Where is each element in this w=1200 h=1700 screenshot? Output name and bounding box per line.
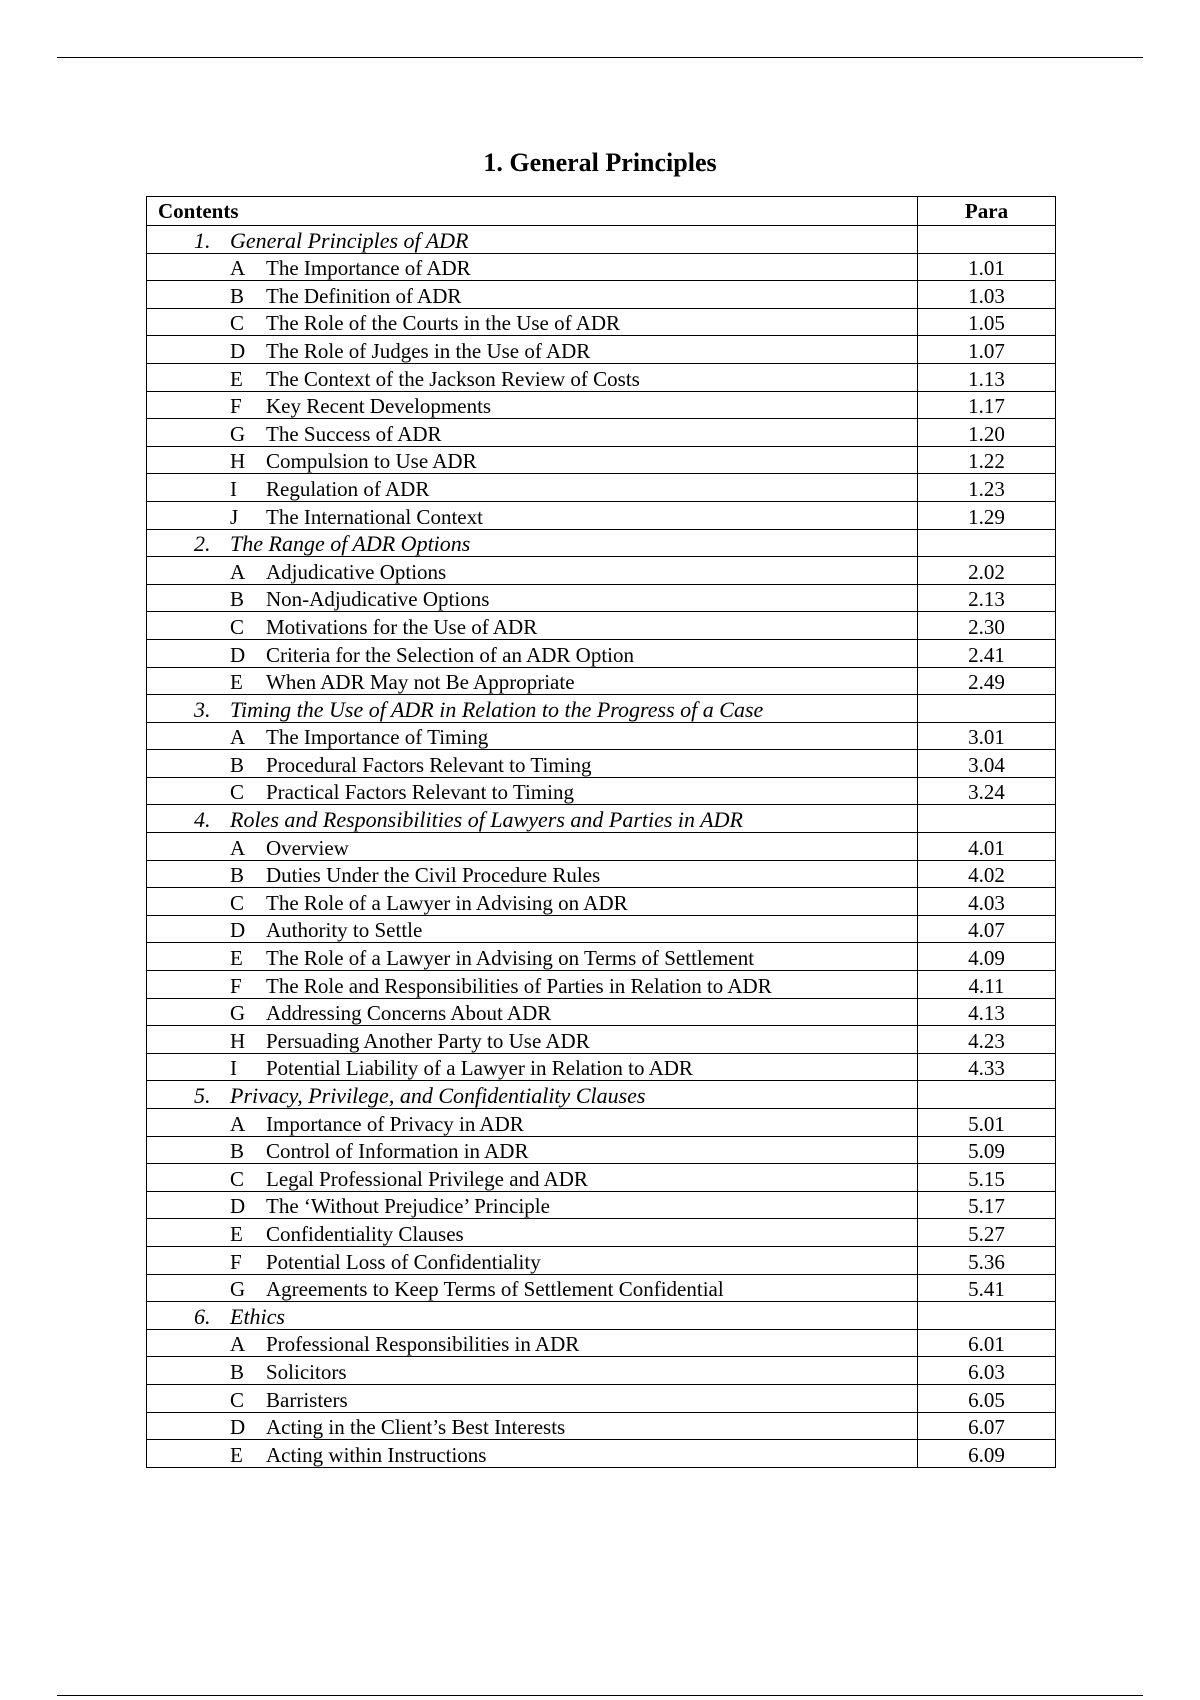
section-para: 4.33 [918, 1053, 1056, 1081]
section-letter: E [230, 366, 243, 391]
section-title-cell [147, 639, 918, 667]
section-row[interactable] [147, 915, 1056, 943]
section-letter: A [230, 559, 246, 584]
section-letter: E [230, 1221, 243, 1246]
section-para: 4.01 [918, 833, 1056, 861]
section-letter: J [230, 504, 239, 529]
section-para: 1.22 [918, 446, 1056, 474]
chapter-number: 4. [194, 807, 211, 833]
section-para: 1.29 [918, 501, 1056, 529]
section-row[interactable] [147, 888, 1056, 916]
section-title-cell [147, 308, 918, 336]
section-row[interactable] [147, 1026, 1056, 1054]
section-para: 5.01 [918, 1109, 1056, 1137]
section-para: 6.07 [918, 1412, 1056, 1440]
chapter-number: 2. [194, 531, 211, 557]
section-title-cell [147, 1274, 918, 1302]
section-row[interactable] [147, 419, 1056, 447]
section-row[interactable] [147, 446, 1056, 474]
section-title[interactable]: Acting in the Client’s Best Interests [266, 1415, 566, 1440]
chapter-para-cell [918, 226, 1056, 254]
section-letter: B [230, 752, 245, 777]
chapter-number: 1. [194, 227, 211, 253]
chapter-title-cell [147, 1081, 918, 1109]
section-title-cell [147, 253, 918, 281]
chapter-title-cell [147, 805, 918, 833]
section-title-cell [147, 1246, 918, 1274]
section-title[interactable]: The Definition of ADR [266, 283, 462, 308]
section-para: 2.49 [918, 667, 1056, 695]
section-row[interactable] [147, 1412, 1056, 1440]
section-letter: H [230, 1028, 246, 1053]
chapter-row[interactable] [147, 226, 1056, 254]
section-title-cell [147, 971, 918, 999]
page-title: 1. General Principles [483, 148, 717, 177]
section-row[interactable] [147, 1440, 1056, 1468]
section-para: 4.11 [918, 971, 1056, 999]
section-title-cell [147, 1026, 918, 1054]
section-para: 1.07 [918, 336, 1056, 364]
section-para: 2.30 [918, 612, 1056, 640]
section-title[interactable]: Procedural Factors Relevant to Timing [266, 752, 592, 777]
section-letter: A [230, 725, 246, 750]
section-para: 4.03 [918, 888, 1056, 916]
table-header-row [147, 197, 1056, 226]
section-letter: F [230, 973, 242, 998]
section-title-cell [147, 860, 918, 888]
section-row[interactable] [147, 971, 1056, 999]
section-row[interactable] [147, 363, 1056, 391]
section-letter: F [230, 394, 242, 419]
chapter-title[interactable]: The Range of ADR Options [230, 531, 471, 557]
section-letter: E [230, 670, 243, 695]
chapter-row[interactable] [147, 695, 1056, 723]
section-row[interactable] [147, 777, 1056, 805]
section-row[interactable] [147, 1191, 1056, 1219]
section-title[interactable]: Control of Information in ADR [266, 1139, 529, 1164]
section-title-cell [147, 998, 918, 1026]
section-row[interactable] [147, 501, 1056, 529]
chapter-title[interactable]: Timing the Use of ADR in Relation to the Progress of a Case [230, 696, 764, 722]
section-para: 6.05 [918, 1384, 1056, 1412]
section-row[interactable] [147, 1246, 1056, 1274]
section-title[interactable]: The ‘Without Prejudice’ Principle [266, 1194, 550, 1219]
section-title-cell [147, 1109, 918, 1137]
section-para: 5.36 [918, 1246, 1056, 1274]
section-row[interactable] [147, 584, 1056, 612]
section-para: 2.02 [918, 557, 1056, 585]
section-row[interactable] [147, 750, 1056, 778]
section-title[interactable]: The Role of Judges in the Use of ADR [266, 338, 591, 363]
section-row[interactable] [147, 391, 1056, 419]
section-title[interactable]: Agreements to Keep Terms of Settlement Confidential [266, 1277, 724, 1302]
section-para: 4.13 [918, 998, 1056, 1026]
section-title-cell [147, 391, 918, 419]
section-title[interactable]: The Importance of Timing [266, 725, 489, 750]
section-title-cell [147, 915, 918, 943]
section-row[interactable] [147, 1136, 1056, 1164]
contents-table [146, 196, 1056, 1468]
section-letter: C [230, 1387, 245, 1412]
section-title[interactable]: Duties Under the Civil Procedure Rules [266, 863, 601, 888]
section-letter: G [230, 1001, 246, 1026]
section-title[interactable]: Potential Loss of Confidentiality [266, 1249, 541, 1274]
section-title[interactable]: Potential Liability of a Lawyer in Relation to ADR [266, 1056, 693, 1081]
section-title-cell [147, 419, 918, 447]
chapter-number: 5. [194, 1083, 211, 1108]
chapter-number: 3. [194, 696, 211, 722]
section-para: 6.01 [918, 1329, 1056, 1357]
chapter-title-cell [147, 226, 918, 254]
section-title[interactable]: The Context of the Jackson Review of Costs [266, 366, 640, 391]
section-row[interactable] [147, 639, 1056, 667]
section-letter: D [230, 1415, 246, 1440]
section-title-cell [147, 1384, 918, 1412]
section-title-cell [147, 777, 918, 805]
chapter-number: 6. [194, 1303, 211, 1329]
section-para: 1.13 [918, 363, 1056, 391]
chapter-title-cell [147, 529, 918, 557]
section-para: 1.20 [918, 419, 1056, 447]
section-letter: A [230, 1111, 246, 1136]
chapter-para-cell [918, 529, 1056, 557]
section-title-cell [147, 474, 918, 502]
chapter-title[interactable]: Roles and Responsibilities of Lawyers and Parties in ADR [230, 807, 743, 833]
section-title[interactable]: The Importance of ADR [266, 256, 471, 281]
section-title[interactable]: Persuading Another Party to Use ADR [266, 1028, 590, 1053]
section-title[interactable]: Barristers [266, 1387, 348, 1412]
section-letter: D [230, 642, 246, 667]
section-row[interactable] [147, 281, 1056, 309]
section-para: 1.01 [918, 253, 1056, 281]
section-title[interactable]: Legal Professional Privilege and ADR [266, 1166, 588, 1191]
section-letter: D [230, 338, 246, 363]
bottom-rule [57, 1695, 1143, 1696]
chapter-para-cell [918, 805, 1056, 833]
section-title[interactable]: Addressing Concerns About ADR [266, 1001, 552, 1026]
chapter-para-cell [918, 695, 1056, 723]
section-title-cell [147, 888, 918, 916]
section-title[interactable]: The International Context [266, 504, 483, 529]
section-para: 3.24 [918, 777, 1056, 805]
section-para: 1.05 [918, 308, 1056, 336]
section-title[interactable]: The Role of a Lawyer in Advising on ADR [266, 890, 628, 915]
section-title[interactable]: The Role of the Courts in the Use of ADR [266, 311, 621, 336]
section-title[interactable]: Non-Adjudicative Options [266, 587, 490, 612]
section-title[interactable]: The Role and Responsibilities of Parties in Relation to ADR [266, 973, 772, 998]
section-title-cell [147, 612, 918, 640]
section-title-cell [147, 1329, 918, 1357]
chapter-title-cell [147, 1302, 918, 1330]
chapter-title[interactable]: Ethics [230, 1303, 285, 1329]
section-letter: A [230, 256, 246, 281]
section-letter: A [230, 1332, 246, 1357]
section-title[interactable]: When ADR May not Be Appropriate [266, 670, 575, 695]
section-row[interactable] [147, 1219, 1056, 1247]
section-letter: C [230, 614, 245, 639]
section-title[interactable]: Confidentiality Clauses [266, 1221, 464, 1246]
section-title[interactable]: Practical Factors Relevant to Timing [266, 780, 574, 805]
section-para: 6.03 [918, 1357, 1056, 1385]
section-row[interactable] [147, 557, 1056, 585]
section-letter: B [230, 1139, 245, 1164]
section-letter: A [230, 835, 246, 860]
section-letter: E [230, 946, 243, 971]
chapter-row[interactable] [147, 1081, 1056, 1109]
section-row[interactable] [147, 1053, 1056, 1081]
section-para: 6.09 [918, 1440, 1056, 1468]
section-letter: C [230, 311, 245, 336]
section-para: 2.13 [918, 584, 1056, 612]
chapter-row[interactable] [147, 805, 1056, 833]
section-title[interactable]: Key Recent Developments [266, 394, 492, 419]
section-para: 5.41 [918, 1274, 1056, 1302]
section-letter: F [230, 1249, 242, 1274]
chapter-title[interactable]: General Principles of ADR [230, 227, 469, 253]
section-title[interactable]: Acting within Instructions [266, 1442, 487, 1467]
chapter-para-cell [918, 1302, 1056, 1330]
section-row[interactable] [147, 1357, 1056, 1385]
section-letter: H [230, 449, 246, 474]
section-title-cell [147, 833, 918, 861]
section-title-cell [147, 1219, 918, 1247]
section-row[interactable] [147, 998, 1056, 1026]
section-title[interactable]: Authority to Settle [266, 918, 423, 943]
section-title-cell [147, 667, 918, 695]
top-rule [57, 57, 1143, 58]
section-para: 5.27 [918, 1219, 1056, 1247]
section-title-cell [147, 281, 918, 309]
section-letter: D [230, 918, 246, 943]
chapter-title[interactable]: Privacy, Privilege, and Confidentiality Clauses [230, 1083, 646, 1108]
section-row[interactable] [147, 943, 1056, 971]
section-para: 5.09 [918, 1136, 1056, 1164]
section-row[interactable] [147, 1164, 1056, 1192]
section-title-cell [147, 584, 918, 612]
section-row[interactable] [147, 308, 1056, 336]
section-letter: C [230, 780, 245, 805]
section-title-cell [147, 1053, 918, 1081]
section-title[interactable]: The Role of a Lawyer in Advising on Terms of Settlement [266, 946, 755, 971]
section-title-cell [147, 1357, 918, 1385]
section-title-cell [147, 1191, 918, 1219]
section-title[interactable]: Regulation of ADR [266, 476, 430, 501]
section-para: 1.03 [918, 281, 1056, 309]
section-title[interactable]: Criteria for the Selection of an ADR Option [266, 642, 635, 667]
section-row[interactable] [147, 474, 1056, 502]
section-row[interactable] [147, 860, 1056, 888]
section-letter: B [230, 863, 245, 888]
chapter-row[interactable] [147, 529, 1056, 557]
section-para: 3.01 [918, 722, 1056, 750]
section-title-cell [147, 943, 918, 971]
section-para: 3.04 [918, 750, 1056, 778]
chapter-title-cell [147, 695, 918, 723]
section-letter: E [230, 1442, 243, 1467]
chapter-row[interactable] [147, 1302, 1056, 1330]
section-title-cell [147, 722, 918, 750]
section-title-cell [147, 1412, 918, 1440]
section-title-cell [147, 363, 918, 391]
section-row[interactable] [147, 612, 1056, 640]
section-title[interactable]: Solicitors [266, 1359, 347, 1384]
section-title[interactable]: Motivations for the Use of ADR [266, 614, 538, 639]
section-para: 4.09 [918, 943, 1056, 971]
section-para: 2.41 [918, 639, 1056, 667]
section-letter: G [230, 421, 246, 446]
section-title-cell [147, 1440, 918, 1468]
section-title-cell [147, 1136, 918, 1164]
section-letter: B [230, 283, 245, 308]
section-para: 1.23 [918, 474, 1056, 502]
section-para: 4.23 [918, 1026, 1056, 1054]
section-letter: C [230, 890, 245, 915]
section-letter: D [230, 1194, 246, 1219]
contents-header: Contents [147, 197, 918, 226]
section-title-cell [147, 446, 918, 474]
section-letter: C [230, 1166, 245, 1191]
section-row[interactable] [147, 1109, 1056, 1137]
section-para: 5.15 [918, 1164, 1056, 1192]
section-letter: B [230, 1359, 245, 1384]
section-title-cell [147, 336, 918, 364]
section-row[interactable] [147, 1274, 1056, 1302]
section-title-cell [147, 501, 918, 529]
section-letter: B [230, 587, 245, 612]
section-row[interactable] [147, 253, 1056, 281]
section-row[interactable] [147, 667, 1056, 695]
section-title[interactable]: Overview [266, 835, 349, 860]
section-title-cell [147, 1164, 918, 1192]
section-letter: I [230, 1056, 237, 1081]
section-letter: I [230, 476, 237, 501]
section-row[interactable] [147, 1329, 1056, 1357]
section-title[interactable]: Professional Responsibilities in ADR [266, 1332, 580, 1357]
section-title[interactable]: Compulsion to Use ADR [266, 449, 477, 474]
section-row[interactable] [147, 833, 1056, 861]
section-title[interactable]: Importance of Privacy in ADR [266, 1111, 524, 1136]
section-para: 4.07 [918, 915, 1056, 943]
chapter-para-cell [918, 1081, 1056, 1109]
section-row[interactable] [147, 1384, 1056, 1412]
section-letter: G [230, 1277, 246, 1302]
section-title-cell [147, 557, 918, 585]
section-title[interactable]: The Success of ADR [266, 421, 442, 446]
section-title[interactable]: Adjudicative Options [266, 559, 447, 584]
section-title-cell [147, 750, 918, 778]
section-row[interactable] [147, 722, 1056, 750]
para-header: Para [918, 197, 1056, 226]
section-para: 1.17 [918, 391, 1056, 419]
section-para: 5.17 [918, 1191, 1056, 1219]
section-para: 4.02 [918, 860, 1056, 888]
section-row[interactable] [147, 336, 1056, 364]
